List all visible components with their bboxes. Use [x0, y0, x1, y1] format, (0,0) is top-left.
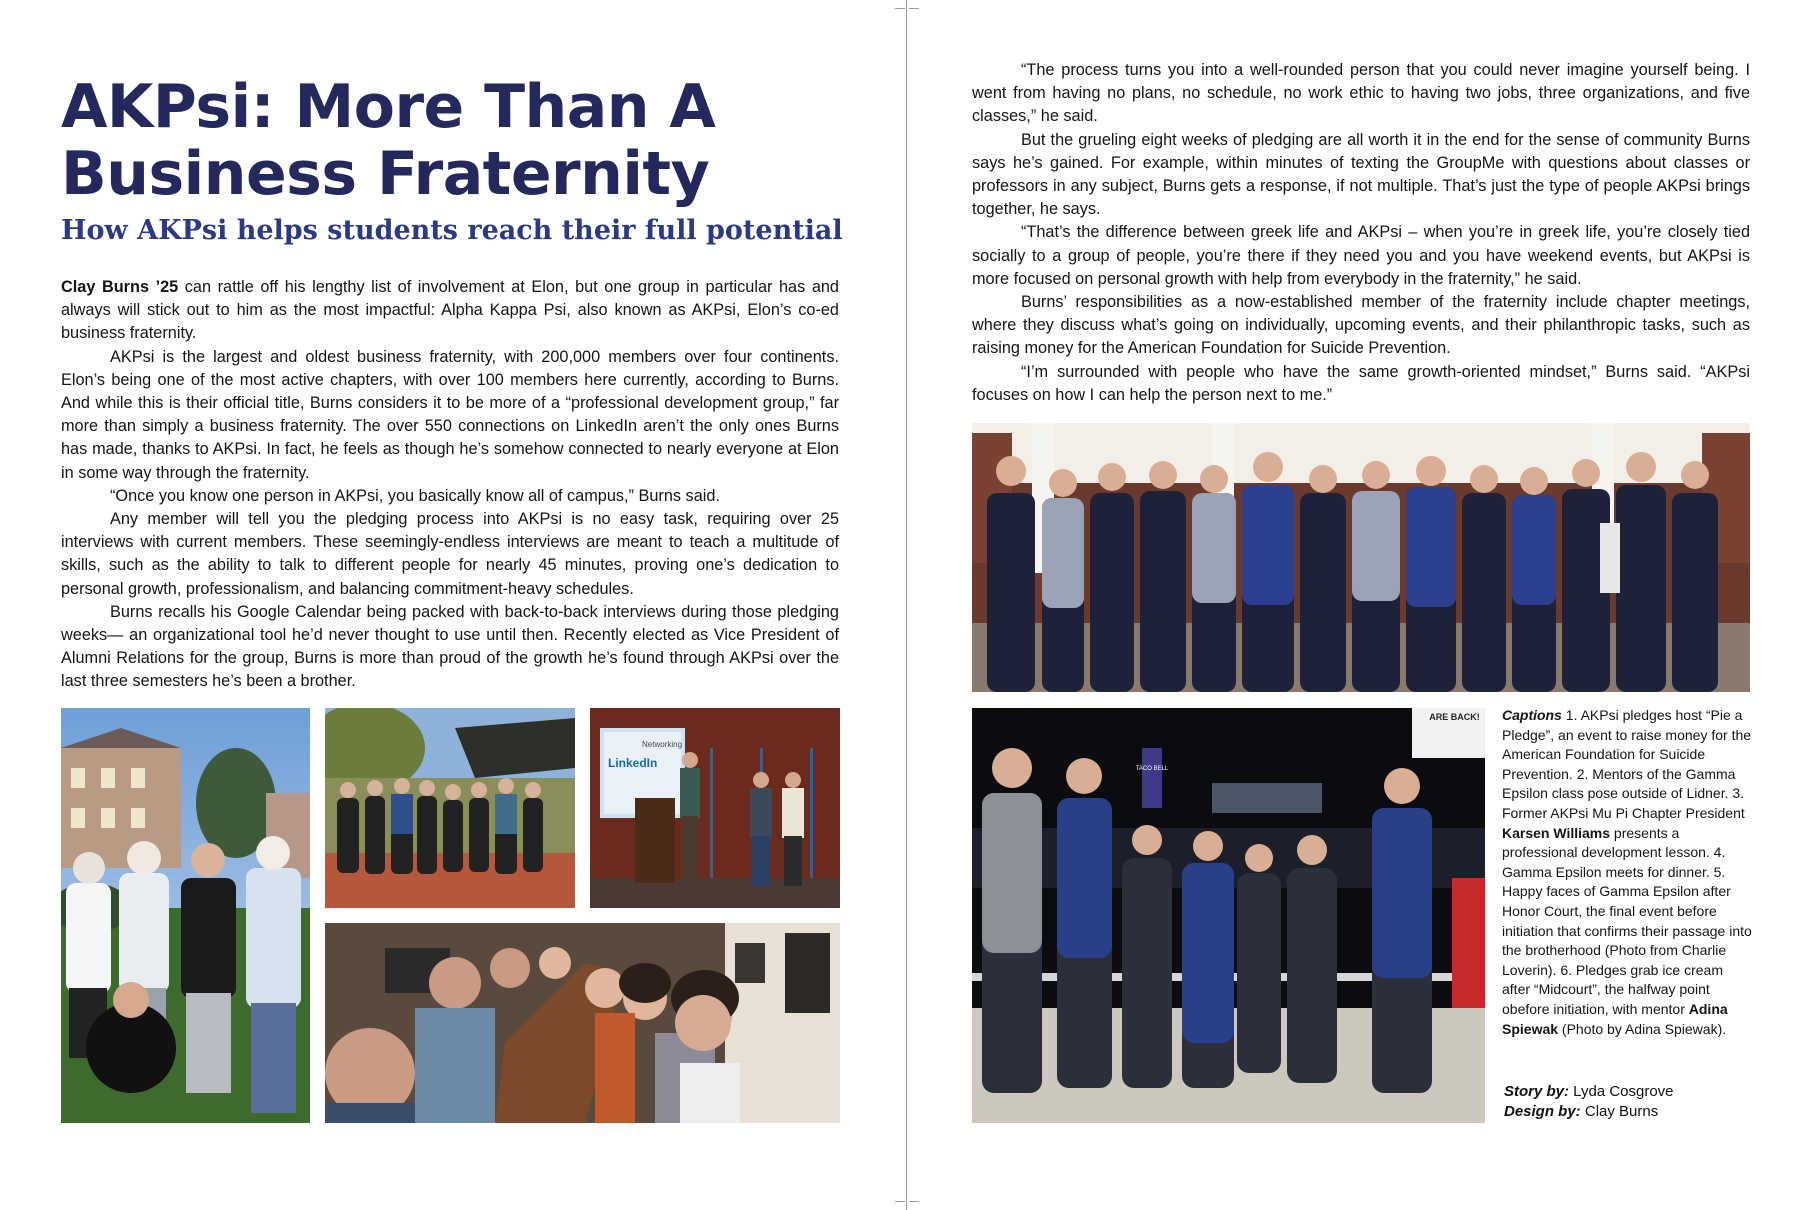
paragraph: Burns recalls his Google Calendar being packed with back-to-back interviews during those pledging weeks— an organizational tool he’d never thought to use until then. Recently elected as Vice President of Alumni Relations for the group, Burns is more than proud of the growth he’s found through AKPsi over the last three semesters he’s been a brother.	[61, 602, 839, 691]
paragraph: “The process turns you into a well-rounded person that you could never imagine yourself being. I went from having no plans, no schedule, no work ethic to having two jobs, three organizations, and five classes,” he said.	[972, 61, 1750, 126]
photo-pie-a-pledge	[61, 708, 310, 1123]
story-name: Lyda Cosgrove	[1569, 1083, 1674, 1100]
paragraph: “That’s the difference between greek life and AKPsi – when you’re in greek life, you’re closely tied socially to a group of people, you’re there if they need you and you have weekend events, but AKPsi is more focused on personal growth with help from everybody in the fraternity,” he said.	[972, 223, 1750, 288]
left-page	[0, 0, 906, 1210]
photo-group-honor-court	[972, 423, 1750, 692]
article-body-left	[61, 276, 839, 694]
author-name: Clay Burns ’25	[61, 278, 179, 296]
design-name: Clay Burns	[1580, 1103, 1659, 1120]
story-credit	[1504, 1082, 1744, 1102]
caption-name: Karsen Williams	[1502, 824, 1611, 841]
right-page	[908, 0, 1814, 1210]
paragraph	[61, 276, 839, 346]
article-subtitle: How AKPsi helps students reach their full potential	[61, 215, 843, 246]
caption-text: presents a professional development lesson. 4. Gamma Epsilon meets for dinner. 5. Happy faces of Gamma Epsilon after Honor Court, the final event before initiation that confirms their passage into the brotherhood (Photo from Charlie Loverin). 6. Pledges grab ice cream after “Midcourt”, the halfway point obefore initiation, with mentor	[1502, 824, 1752, 1017]
page-spine	[906, 0, 907, 1210]
taco-bell-sign: TACO BELL	[1135, 766, 1169, 772]
photo-dinner	[325, 923, 840, 1123]
design-credit	[1504, 1102, 1744, 1122]
photo-presentation	[590, 708, 840, 908]
caption-text: (Photo by Adina Spiewak).	[1558, 1020, 1727, 1037]
photo-captions	[1502, 706, 1752, 1039]
photo-mentors-outside	[325, 708, 575, 908]
paragraph: But the grueling eight weeks of pledging are all worth it in the end for the sense of community Burns says he’s gained. For example, within minutes of texting the GroupMe with questions about classes or professors in any subject, Burns gets a response, if not multiple. That’s just the type of people AKPsi brings together, he says.	[972, 130, 1750, 219]
design-label: Design by:	[1504, 1103, 1581, 1120]
article-body-right	[972, 59, 1750, 407]
slide-title: LinkedIn	[608, 756, 658, 770]
story-label: Story by:	[1504, 1083, 1570, 1100]
article-title: AKPsi: More Than A Business Fraternity	[61, 72, 716, 209]
photo-ice-cream-midcourt	[972, 708, 1485, 1123]
caption-text: 1. AKPsi pledges host “Pie a Pledge”, an event to raise money for the American Foundation for Suicide Prevention. 2. Mentors of the Gamma Epsilon class pose outside of Lidner. 3. Former AKPsi Mu Pi Chapter President	[1502, 707, 1752, 821]
paragraph: AKPsi is the largest and oldest business fraternity, with 200,000 members over four continents. Elon’s being one of the most active chapters, with over 100 members here currently, according to Burns. And while this is their official title, Burns considers it to be more of a “professional development group,” far more than simply a business fraternity. The over 550 connections on LinkedIn aren’t the only ones Burns has made, thanks to AKPsi. In fact, he feels as though he’s somehow connected to nearly everyone at Elon in some way through the fraternity.	[61, 347, 839, 482]
credits	[1504, 1082, 1744, 1122]
paragraph-text: can rattle off his lengthy list of involvement at Elon, but one group in particular has and always will stick out to him as the most impactful: Alpha Kappa Psi, also known as AKPsi, Elon’s co-ed business fraternity.	[61, 278, 839, 343]
captions-label: Captions	[1502, 707, 1562, 723]
paragraph: “I’m surrounded with people who have the same growth-oriented mindset,” Burns said. “AKPsi focuses on how I can help the person next to me.”	[972, 362, 1750, 404]
paragraph: “Once you know one person in AKPsi, you basically know all of campus,” Burns said.	[110, 486, 720, 505]
caption-name: Adina Spiewak	[1502, 1000, 1728, 1037]
slide-subtitle: Networking	[642, 740, 683, 749]
paragraph: Any member will tell you the pledging process into AKPsi is no easy task, requiring over 25 interviews with current members. These seemingly-endless interviews are meant to teach a multitude of skills, such as the ability to talk to different people for nearly 45 minutes, proving one’s dedication to personal growth, professionalism, and balancing commitment-heavy schedules.	[61, 510, 839, 598]
paragraph: Burns’ responsibilities as a now-established member of the fraternity include chapter meetings, where they discuss what’s going on individually, upcoming events, and their philanthropic tasks, such as raising money for the American Foundation for Suicide Prevention.	[972, 293, 1750, 358]
sign-text: ARE BACK!	[1429, 712, 1480, 722]
